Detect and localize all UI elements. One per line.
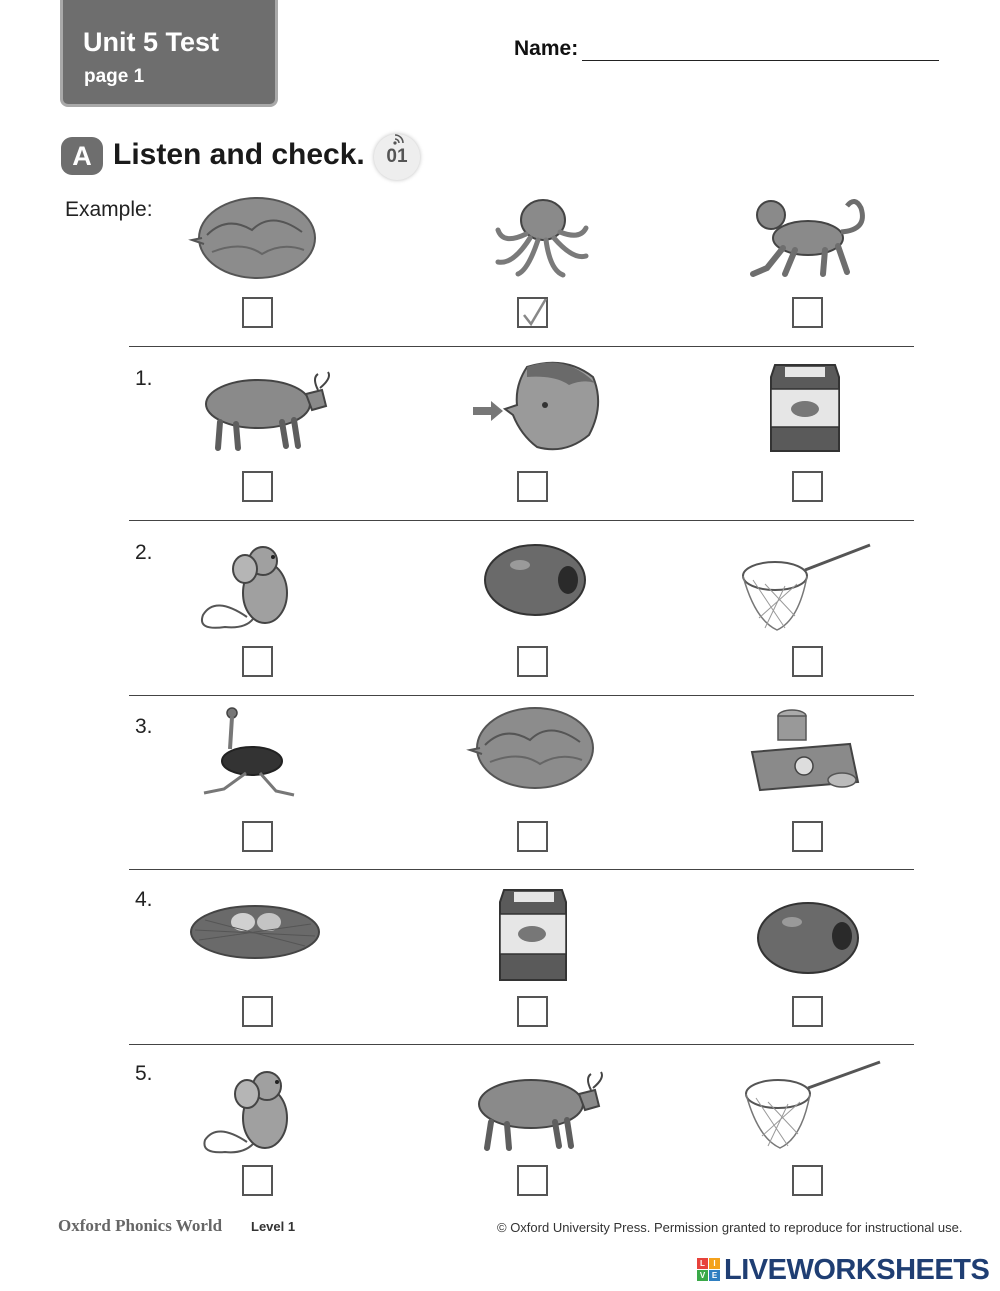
check-mark-icon [519, 299, 550, 330]
section-badge: A [61, 137, 103, 175]
nest-picture [185, 880, 335, 990]
answer-checkbox[interactable] [242, 821, 273, 852]
answer-checkbox[interactable] [242, 996, 273, 1027]
answer-checkbox[interactable] [517, 821, 548, 852]
milk-carton-picture [735, 355, 885, 465]
liveworksheets-text: LIVEWORKSHEETS [724, 1254, 990, 1286]
page-label: page 1 [84, 66, 145, 87]
answer-checkbox[interactable] [517, 996, 548, 1027]
question-number: 5. [135, 1062, 153, 1085]
money-picture [740, 700, 890, 810]
name-input-line[interactable] [582, 60, 939, 61]
liveworksheets-tiles-icon: L I V E [697, 1258, 721, 1282]
row-divider [129, 346, 914, 347]
row-divider [129, 1044, 914, 1045]
answer-checkbox[interactable] [792, 297, 823, 328]
footer-copyright: © Oxford University Press. Permission granted to reproduce for instructional use. [497, 1220, 963, 1235]
footer-level: Level 1 [251, 1219, 296, 1234]
answer-checkbox[interactable] [517, 1165, 548, 1196]
track-number: 01 [386, 146, 408, 167]
question-number: 3. [135, 715, 153, 738]
answer-checkbox[interactable] [792, 1165, 823, 1196]
name-label: Name: [514, 37, 579, 60]
walnut-picture [182, 190, 332, 300]
nose-picture [465, 355, 615, 465]
net-picture [740, 1058, 890, 1168]
answer-checkbox[interactable] [792, 996, 823, 1027]
question-number: 1. [135, 367, 153, 390]
ox-picture [190, 360, 340, 470]
answer-checkbox[interactable] [792, 646, 823, 677]
answer-checkbox[interactable] [517, 646, 548, 677]
answer-checkbox[interactable] [242, 646, 273, 677]
audio-track-button[interactable] [374, 134, 420, 180]
example-label: Example: [65, 198, 153, 221]
row-divider [129, 869, 914, 870]
monkey-picture [743, 190, 893, 300]
ostrich-picture [190, 705, 340, 815]
olive-picture [730, 880, 880, 990]
answer-checkbox[interactable] [242, 471, 273, 502]
net-picture [735, 540, 885, 650]
answer-checkbox[interactable] [792, 471, 823, 502]
answer-checkbox[interactable] [242, 1165, 273, 1196]
mouse-picture [185, 535, 335, 645]
olive-picture [460, 525, 610, 635]
ox-picture [465, 1060, 615, 1170]
walnut-picture [455, 700, 605, 810]
question-number: 2. [135, 541, 153, 564]
mouse-picture [195, 1058, 345, 1168]
row-divider [129, 695, 914, 696]
audio-wave-icon [392, 130, 408, 146]
answer-checkbox[interactable] [517, 471, 548, 502]
answer-checkbox[interactable] [242, 297, 273, 328]
footer-brand: Oxford Phonics World [58, 1216, 223, 1235]
question-number: 4. [135, 888, 153, 911]
answer-checkbox[interactable] [792, 821, 823, 852]
unit-title: Unit 5 Test [83, 27, 220, 57]
row-divider [129, 520, 914, 521]
milk-carton-picture [460, 880, 610, 990]
unit-header-box [60, 0, 278, 107]
section-instruction: Listen and check. [113, 138, 365, 171]
answer-checkbox-checked[interactable] [517, 297, 548, 328]
octopus-picture [468, 190, 618, 300]
